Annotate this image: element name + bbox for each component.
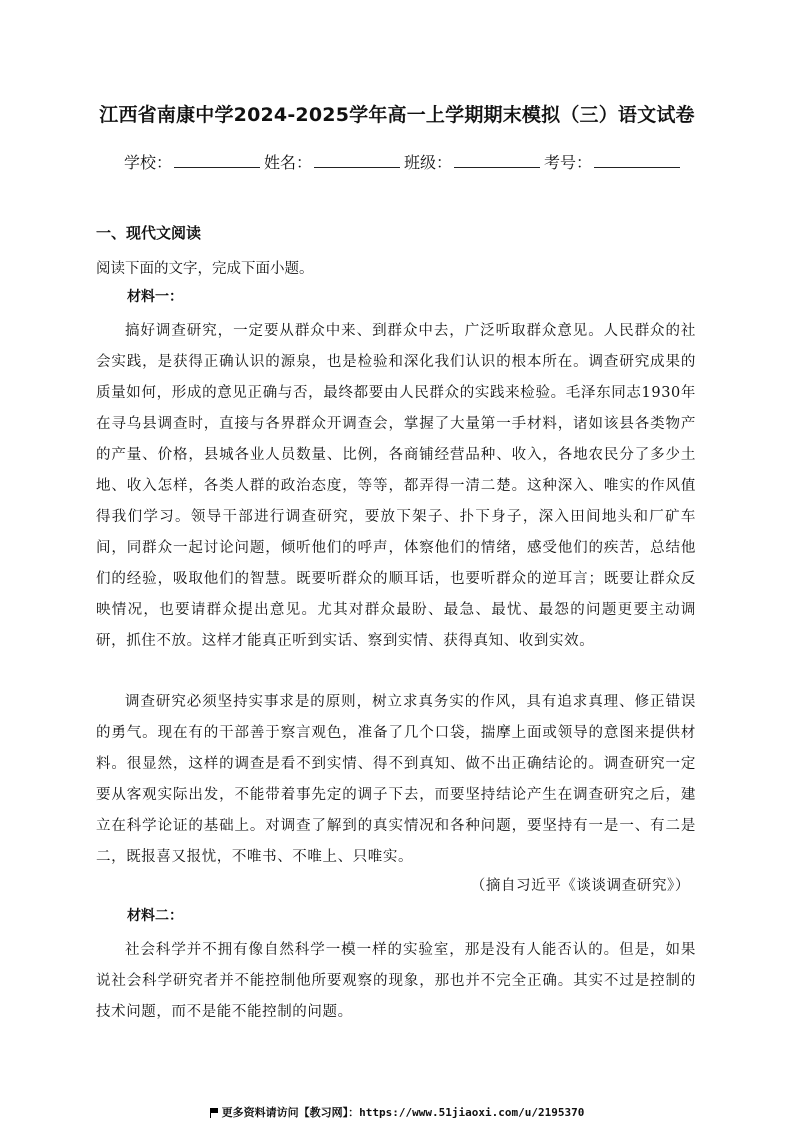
page-title: 江西省南康中学2024-2025学年高一上学期期末模拟（三）语文试卷 bbox=[99, 104, 695, 126]
footer-link[interactable] bbox=[0, 1104, 794, 1120]
name-field bbox=[264, 150, 400, 173]
exam-number-blank[interactable] bbox=[594, 153, 680, 168]
exam-number-label: 考号： bbox=[544, 153, 593, 172]
footer-text[interactable]: 更多资料请访问【教习网】：https://www.51jiaoxi.com/u/2195370 bbox=[221, 1106, 585, 1119]
class-blank[interactable] bbox=[454, 153, 540, 168]
material-one-paragraph-1 bbox=[96, 316, 696, 657]
material-two-paragraph-1 bbox=[96, 935, 696, 1028]
material-one-paragraph-2 bbox=[96, 687, 696, 873]
reading-instruction: 阅读下面的文字，完成下面小题。 bbox=[96, 261, 314, 277]
exam-number-field bbox=[544, 150, 680, 173]
paragraph-text: 社会科学并不拥有像自然科学一模一样的实验室，那是没有人能否认的。但是，如果说社会科学研究者并不能控制他所要观察的现象，那也并不完全正确。其实不过是控制的技术问题，而不是能不能控制的问题。 bbox=[96, 942, 696, 1020]
school-label: 学校： bbox=[124, 153, 173, 172]
school-blank[interactable] bbox=[174, 153, 260, 168]
paragraph-text: 搞好调查研究，一定要从群众中来、到群众中去，广泛听取群众意见。人民群众的社会实践，是获得正确认识的源泉，也是检验和深化我们认识的根本所在。调查研究成果的质量如何，形成的意见正确与否，最终都要由人民群众的实践来检验。毛泽东同志1930年在寻乌县调查时，直接与各界群众开调查会，掌握了大量第一手材料，诸如该县各类物产的产量、价格，县城各业人员数量、比例，各商铺经营品种、收入，各地农民分了多少土地、收入怎样，各类人群的政治态度，等等，都弄得一清二楚。这种深入、唯实的作风值得我们学习。领导干部进行调查研究，要放下架子、扑下身子，深入田间地头和厂矿车间，同群众一起讨论问题，倾听他们的呼声，体察他们的情绪，感受他们的疾苦，总结他们的经验，吸取他们的智慧。既要听群众的顺耳话，也要听群众的逆耳言；既要让群众反映情况，也要请群众提出意见。尤其对群众最盼、最急、最忧、最怨的问题更要主动调研，抓住不放。这样才能真正听到实话、察到实情、获得真知、收到实效。 bbox=[96, 323, 696, 649]
name-blank[interactable] bbox=[314, 153, 400, 168]
class-label: 班级： bbox=[404, 153, 453, 172]
name-label: 姓名： bbox=[264, 153, 313, 172]
student-info-row bbox=[124, 150, 684, 173]
source-citation: （摘自习近平《谈谈调查研究》） bbox=[470, 878, 690, 894]
section-heading: 一、现代文阅读 bbox=[96, 224, 202, 242]
paragraph-text: 调查研究必须坚持实事求是的原则，树立求真务实的作风，具有追求真理、修正错误的勇气。现在有的干部善于察言观色，准备了几个口袋，揣摩上面或领导的意图来提供材料。很显然，这样的调查是看不到实情、得不到真知、做不出正确结论的。调查研究一定要从客观实际出发，不能带着事先定的调子下去，而要坚持结论产生在调查研究之后，建立在科学论证的基础上。对调查了解到的真实情况和各种问题，要坚持有一是一、有二是二，既报喜又报忧，不唯书、不唯上、只唯实。 bbox=[96, 694, 696, 865]
school-field bbox=[124, 150, 260, 173]
material-one-label: 材料一： bbox=[127, 289, 183, 305]
class-field bbox=[404, 150, 540, 173]
flag-icon bbox=[210, 1108, 219, 1117]
material-two-label: 材料二： bbox=[127, 908, 183, 924]
